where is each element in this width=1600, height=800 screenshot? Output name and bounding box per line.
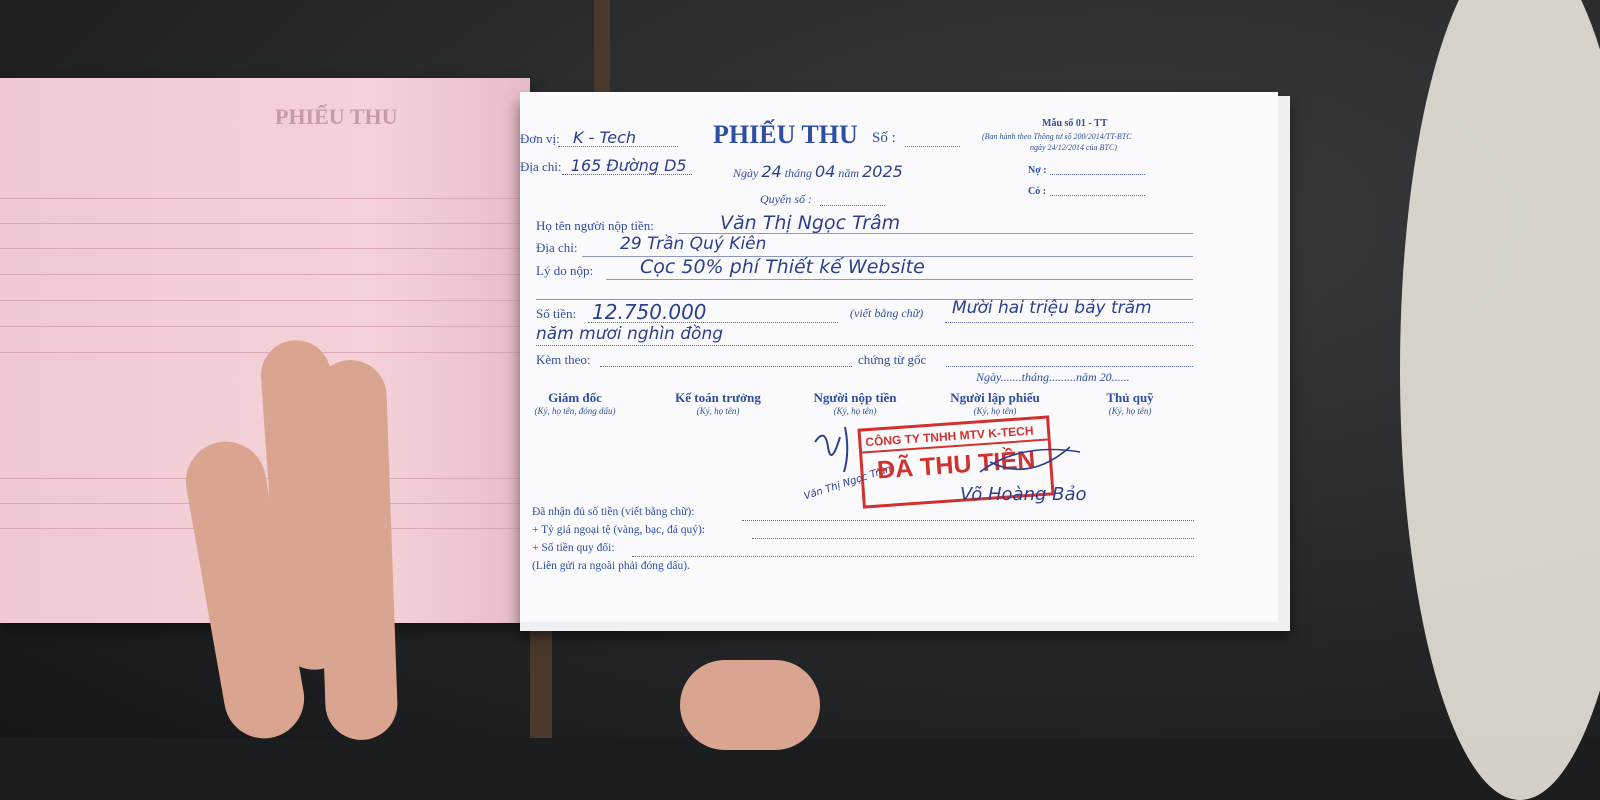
template-note-2: ngày 24/12/2014 của BTC)	[1030, 143, 1117, 152]
hand-finger	[313, 359, 398, 741]
receipt-page	[520, 92, 1278, 622]
payer-value: Văn Thị Ngọc Trâm	[720, 212, 901, 234]
unit-value: K - Tech	[573, 128, 637, 147]
signature-director: Giám đốc (Ký, họ tên, đóng dấu)	[534, 390, 616, 416]
original-doc-label: chứng từ gốc	[858, 352, 927, 367]
unit-label: Đơn vị:	[520, 131, 560, 146]
date-year-label: năm	[838, 166, 860, 180]
date-year: 2025	[862, 162, 903, 181]
preparer-signature-mark	[960, 432, 1100, 492]
template-note-1: (Ban hành theo Thông tư số 200/2014/TT-BTC	[982, 132, 1132, 141]
reason-value: Cọc 50% phí Thiết kế Website	[640, 256, 925, 278]
address-value: 165 Đường D5	[570, 156, 687, 175]
hand-thumb	[680, 660, 820, 750]
table-seam	[594, 0, 610, 100]
in-words-value-1: Mười hai triệu bảy trăm	[952, 298, 1152, 318]
signature-preparer: Người lập phiếu (Ký, họ tên)	[950, 390, 1040, 416]
template-code: Mẫu số 01 - TT	[1042, 118, 1108, 129]
payer-address-label: Địa chỉ:	[536, 240, 578, 255]
signature-payer: Người nộp tiền (Ký, họ tên)	[813, 390, 897, 416]
date-prefix: Ngày	[733, 166, 759, 180]
date-month-label: tháng	[784, 166, 813, 180]
date-month: 04	[815, 162, 836, 181]
amount-label: Số tiền:	[536, 306, 577, 321]
debit-label: Nợ :	[1028, 165, 1047, 176]
received-label: Đã nhận đủ số tiền (viết bằng chữ):	[532, 506, 695, 518]
address-label: Địa chỉ:	[520, 159, 562, 174]
stamp-status: ĐÃ THU TIỀN	[876, 445, 1037, 485]
number-label: Số :	[872, 130, 896, 146]
attach-label: Kèm theo:	[536, 352, 591, 367]
credit-label: Có :	[1028, 186, 1047, 197]
copy-note: (Liên gửi ra ngoài phải đóng dấu).	[532, 560, 690, 572]
book-label: Quyển số :	[760, 192, 812, 206]
signature-cashier: Thủ quỹ (Ký, họ tên)	[1106, 390, 1154, 416]
preparer-signed-name: Võ Hoàng Bảo	[960, 484, 1087, 505]
pink-copy-title: PHIẾU THU	[275, 104, 398, 129]
amount-value: 12.750.000	[592, 300, 707, 324]
in-words-value-2: năm mươi nghìn đồng	[536, 324, 724, 344]
reason-label: Lý do nộp:	[536, 263, 594, 278]
signature-chief-accountant: Kế toán trưởng (Ký, họ tên)	[675, 390, 761, 416]
receipt-title: PHIẾU THU	[713, 120, 858, 149]
converted-label: + Số tiền quy đổi:	[532, 542, 615, 554]
payer-label: Họ tên người nộp tiền:	[536, 218, 654, 233]
payer-address-value: 29 Trần Quý Kiên	[620, 234, 767, 254]
exchange-label: + Tỷ giá ngoại tệ (vàng, bạc, đá quý):	[532, 524, 705, 536]
stamp-company: CÔNG TY TNHH MTV K-TECH	[861, 419, 1048, 454]
date-day: 24	[761, 162, 782, 181]
sign-date: Ngày.......tháng.........năm 20......	[976, 370, 1130, 384]
in-words-label: (viết bằng chữ)	[850, 306, 924, 320]
payer-signed-name: Văn Thị Ngọc Trâm	[802, 462, 897, 503]
